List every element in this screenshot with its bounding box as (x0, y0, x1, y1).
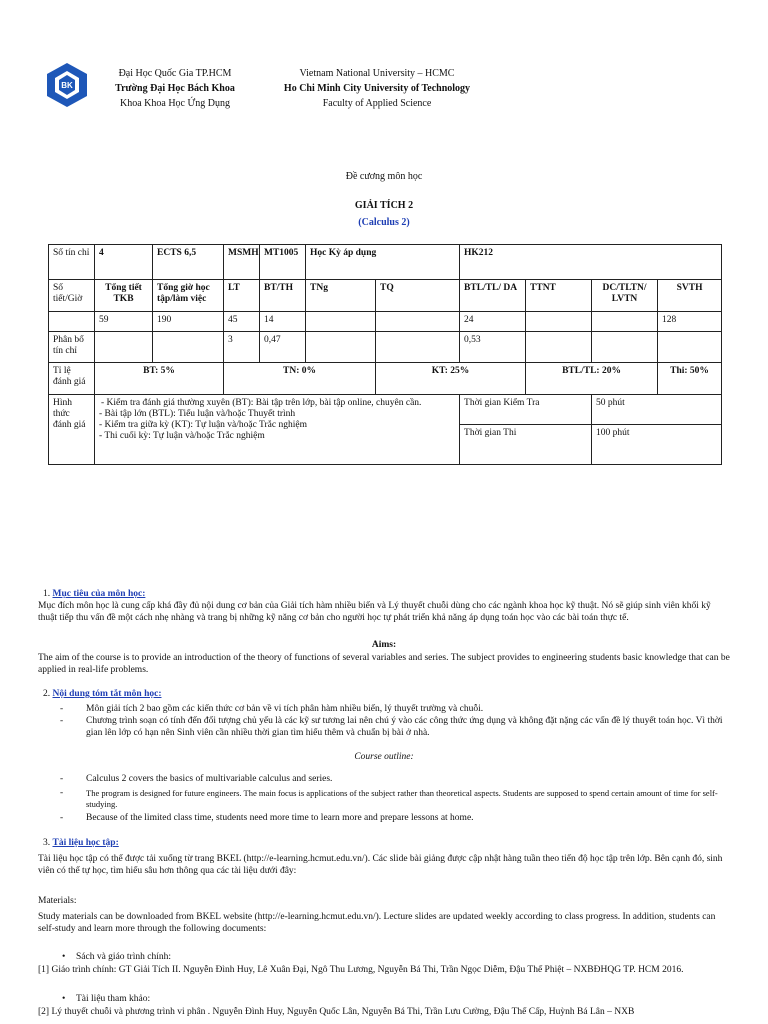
header-left (95, 66, 255, 111)
final-exam-time: 100 phút (592, 425, 722, 465)
section-1-heading (43, 589, 145, 599)
section-1-text: Mục đích môn học là cung cấp khá đầy đủ nội dung cơ bản của Giải tích hàm nhiều biến và Lý thuyết chuỗi dùng cho các ngành khoa học kỹ thuật. Nó sẽ giúp sinh viên khối kỹ thuật tiếp thu vấn đề một cách nhẹ nhàng và trang bị những kỹ năng cơ bản cho người học tự phát triển khả năng áp dụng toán học vào các bài toán thực tế. (38, 601, 711, 623)
section-3-title: Tài liệu học tập: (52, 838, 119, 848)
dash-bullet: - (60, 716, 64, 726)
msmh-value: MT1005 (260, 245, 306, 280)
col-tng: TNg (306, 280, 376, 312)
col-total-hours: Tổng giờ học tập/làm việc (153, 280, 224, 312)
header-right (262, 66, 492, 111)
form-label: Hình thức đánh giá (49, 395, 95, 465)
hours-label: Số tiết/Giờ (49, 280, 95, 312)
university-logo (47, 63, 87, 107)
ratio-btl: BTL/TL: 20% (526, 363, 658, 395)
aims-label: Aims: (371, 640, 397, 650)
msmh-label: MSMH (224, 245, 260, 280)
val-tq (376, 312, 460, 332)
col-btl: BTL/TL/ DA (460, 280, 526, 312)
val-bt-th: 14 (260, 312, 306, 332)
col-dc: DC/TLTN/ LVTN (592, 280, 658, 312)
references-label: Tài liệu tham khảo: (76, 994, 151, 1004)
section-3-number: 3. (43, 838, 51, 848)
semester-value: HK212 (460, 245, 722, 280)
dist-total-hours (153, 332, 224, 363)
doc-title: Đề cương môn học (345, 171, 423, 182)
form-item: - Kiểm tra đánh giá thường xuyên (BT): Bài tập trên lớp, bài tập online, chuyên cần. (101, 398, 422, 408)
header-left-line-2: Trường Đại Học Bách Khoa (115, 83, 235, 94)
col-bt-th: BT/TH (260, 280, 306, 312)
syllabus-table (48, 244, 722, 465)
ects-value: 6,5 (184, 248, 197, 258)
col-tq: TQ (376, 280, 460, 312)
val-total-hours: 190 (153, 312, 224, 332)
section-2-title: Nội dung tóm tắt môn học: (52, 689, 162, 699)
materials-label: Materials: (38, 896, 77, 906)
form-item: - Thi cuối kỳ: Tự luận và/hoặc Trắc nghiệm (99, 431, 265, 441)
row-assessment-ratio (49, 363, 722, 395)
dist-lt: 3 (224, 332, 260, 363)
row-assessment-form-1 (49, 395, 722, 425)
header-right-line-2: Ho Chi Minh City University of Technology (283, 83, 471, 94)
row-hours-values (49, 312, 722, 332)
ratio-thi: Thi: 50% (658, 363, 722, 395)
header-left-line-1: Đại Học Quốc Gia TP.HCM (118, 68, 232, 79)
dist-tq (376, 332, 460, 363)
s2-en-item: Calculus 2 covers the basics of multivariable calculus and series. (86, 774, 333, 784)
section-1-title: Mục tiêu của môn học: (52, 589, 146, 599)
reference-1: [1] Giáo trình chính: GT Giải Tích II. Nguyễn Đình Huy, Lê Xuân Đại, Ngô Thu Lương, Nguyễn Bá Thi, Trần Ngọc Diễm, Đậu Thế Phiệt – NXBĐHQG TP. HCM 2016. (38, 965, 684, 975)
val-tng (306, 312, 376, 332)
credits-value: 4 (95, 245, 153, 280)
ects-label: ECTS (157, 248, 182, 258)
header-right-line-3: Faculty of Applied Science (322, 98, 432, 109)
dist-total-tkb (95, 332, 153, 363)
s2-item: Môn giải tích 2 bao gồm các kiến thức cơ bản về vi tích phân hàm nhiều biến, lý thuyết trường và chuỗi. (86, 704, 484, 714)
dist-tng (306, 332, 376, 363)
s2-en-item: The program is designed for future engineers. The main focus is applications of the subject rather than theoretical aspects. Students are supposed to spend certain amount of time for self-studying. (86, 788, 718, 809)
course-title: GIẢI TÍCH 2 (354, 200, 414, 211)
final-exam-label: Thời gian Thi (460, 425, 592, 465)
col-total-tkb: Tổng tiết TKB (95, 280, 153, 312)
row-hours (49, 280, 722, 312)
course-subtitle: (Calculus 2) (358, 217, 410, 228)
credits-label: Số tín chỉ (49, 245, 95, 280)
val-ttnt (526, 312, 592, 332)
val-total-tkb: 59 (95, 312, 153, 332)
outline-label: Course outline: (354, 752, 414, 762)
header-left-line-3: Khoa Khoa Học Ứng Dụng (120, 98, 230, 109)
dash-bullet: - (60, 788, 64, 798)
section-2-heading (43, 689, 162, 699)
col-ttnt: TTNT (526, 280, 592, 312)
dist-dc (592, 332, 658, 363)
exam-check-label: Thời gian Kiểm Tra (460, 395, 592, 425)
col-svth: SVTH (658, 280, 722, 312)
dist-ttnt (526, 332, 592, 363)
main-books-label: Sách và giáo trình chính: (76, 952, 171, 962)
s2-item: Chương trình soạn có tính đến đối tượng chủ yếu là các kỹ sư tương lai nên chú ý vào các công thức ứng dụng và không đặt nặng các vấn đề lý thuyết toán học. Vì thời gian lên lớp có hạn nên Sinh viên cần nhiều thời gian tìm hiểu thêm và chuẩn bị bài ở nhà. (86, 716, 723, 738)
logo-text: BK (61, 81, 73, 90)
s2-en-item: Because of the limited class time, students need more time to learn more and prepare lessons at home. (86, 813, 474, 823)
dash-bullet: - (60, 774, 64, 784)
ratio-bt: BT: 5% (95, 363, 224, 395)
form-item: - Kiểm tra giữa kỳ (KT): Tự luận và/hoặc Trắc nghiệm (99, 420, 307, 430)
semester-label: Học Kỳ áp dụng (306, 245, 460, 280)
val-svth: 128 (658, 312, 722, 332)
form-items (95, 395, 460, 465)
bullet-icon: • (62, 952, 66, 962)
reference-2: [2] Lý thuyết chuỗi và phương trình vi phân . Nguyễn Đình Huy, Nguyễn Quốc Lân, Nguyễn Bá Thi, Trần Lưu Cường, Đậu Thế Cấp, Huỳnh Bá Lân – NXB (38, 1007, 635, 1017)
section-2-number: 2. (43, 689, 51, 699)
materials-text: Study materials can be downloaded from BKEL website (http://e-learning.hcmut.edu.vn/). Lecture slides are updated weekly according to class progress. In addition, students can self-study and learn more through the following documents: (38, 912, 716, 934)
dash-bullet: - (60, 813, 64, 823)
dist-btl: 0,53 (460, 332, 526, 363)
bullet-icon: • (62, 994, 66, 1004)
distribution-label: Phân bổ tín chỉ (49, 332, 95, 363)
aims-text: The aim of the course is to provide an introduction of the theory of functions of several variables and series. The subject provides to engineering students basic knowledge that can be applied in real-life problems. (38, 653, 730, 675)
row-credit-distribution (49, 332, 722, 363)
form-item: - Bài tập lớn (BTL): Tiểu luận và/hoặc Thuyết trình (99, 409, 296, 419)
ratio-label: Tỉ lệ đánh giá (49, 363, 95, 395)
section-3-text: Tài liệu học tập có thể được tải xuống từ trang BKEL (http://e-learning.hcmut.edu.vn/). Các slide bài giảng được cập nhật hàng tuần theo tiến độ học tập trên lớp. Bên cạnh đó, sinh viên có thể tự học, tìm hiểu sâu hơn thông qua các tài liệu dưới đây: (38, 854, 723, 876)
section-1-number: 1. (43, 589, 51, 599)
ratio-kt: KT: 25% (376, 363, 526, 395)
val-dc (592, 312, 658, 332)
dist-svth (658, 332, 722, 363)
row-credits (49, 245, 722, 280)
val-lt: 45 (224, 312, 260, 332)
header-right-line-1: Vietnam National University – HCMC (299, 68, 455, 79)
val-btl: 24 (460, 312, 526, 332)
section-3-heading (43, 838, 119, 848)
exam-check-time: 50 phút (592, 395, 722, 425)
dist-bt-th: 0,47 (260, 332, 306, 363)
col-lt: LT (224, 280, 260, 312)
ratio-tn: TN: 0% (224, 363, 376, 395)
dash-bullet: - (60, 704, 64, 714)
